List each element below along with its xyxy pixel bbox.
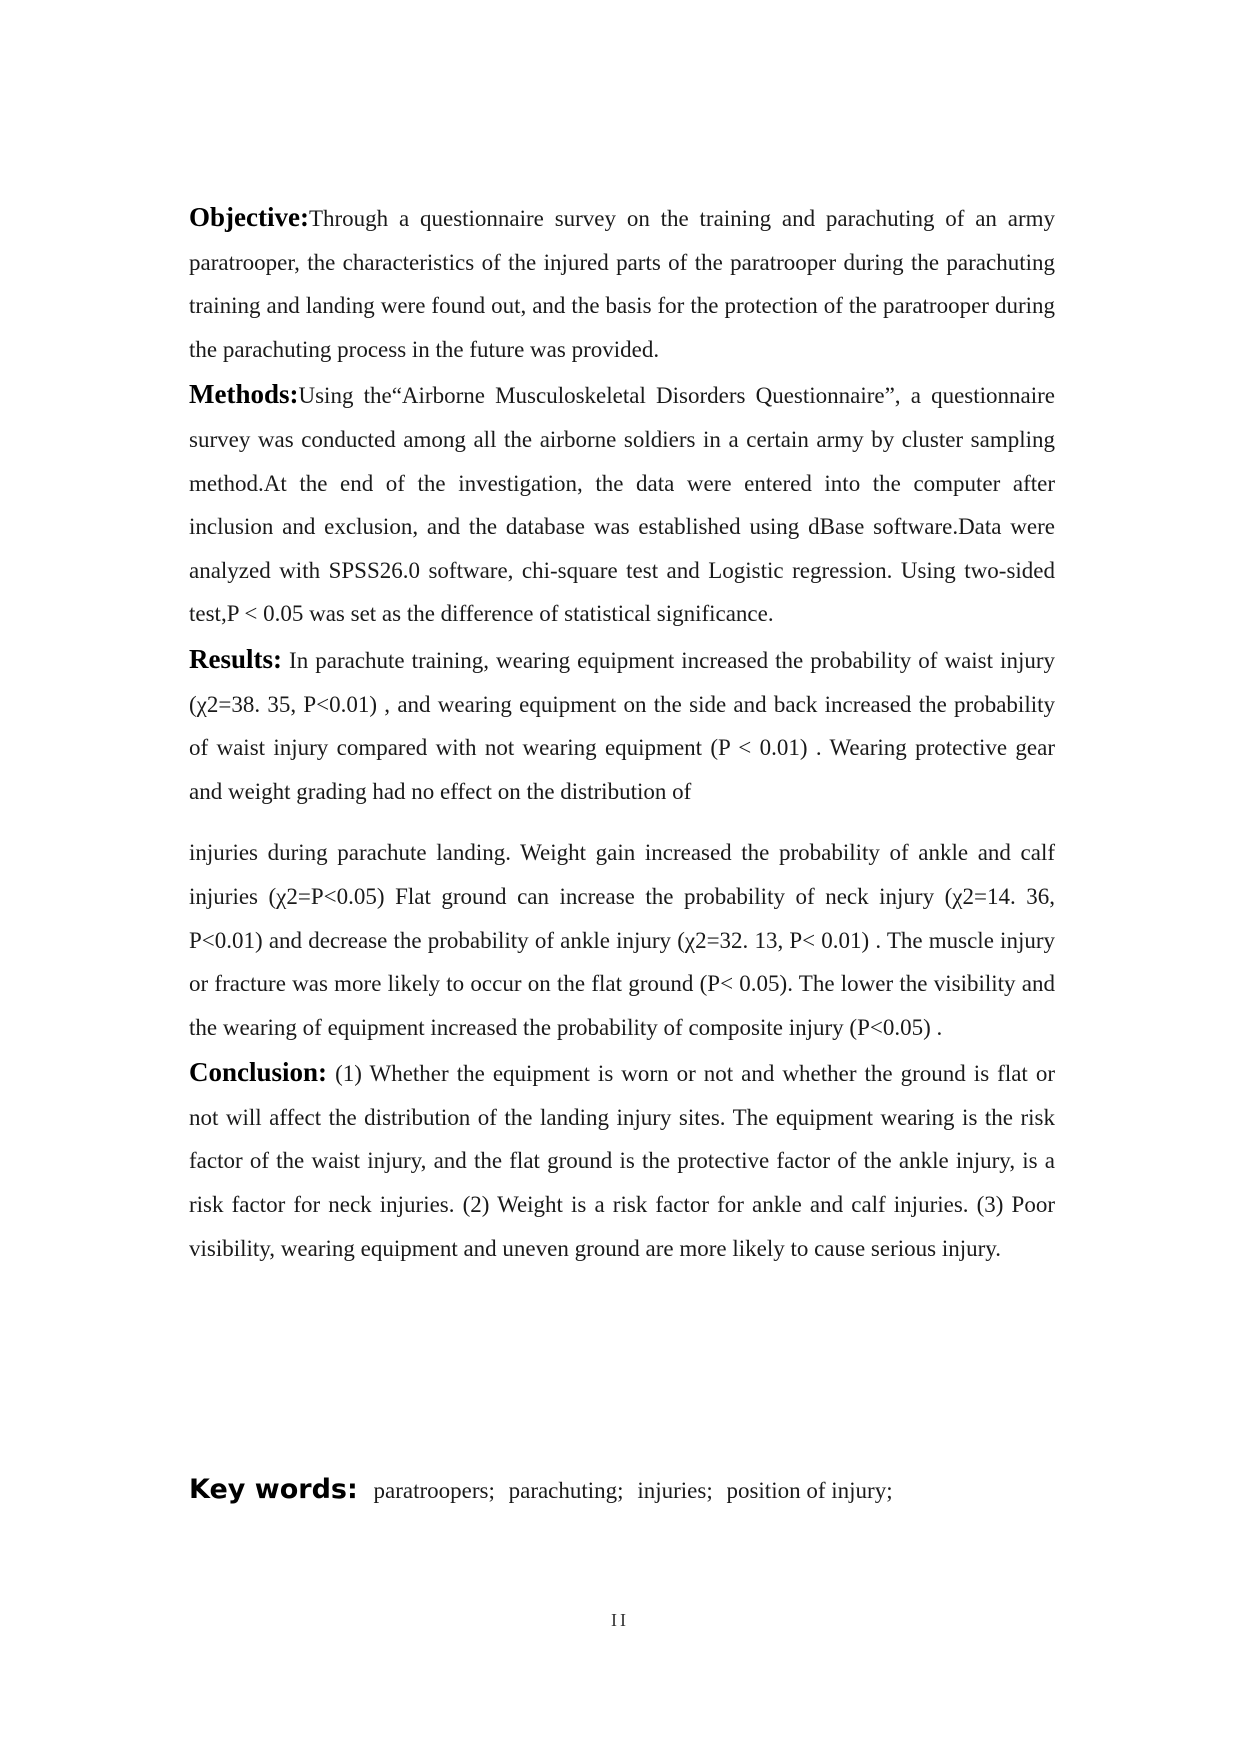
results-paragraph-continued bbox=[189, 831, 1055, 1049]
objective-text: Through a questionnaire survey on the training and parachuting of an army paratrooper, the characteristics of the injured parts of the paratrooper during the parachuting training and landing were found out, and the basis for the protection of the paratrooper during the parachuting process in the future was provided. bbox=[189, 206, 1055, 362]
keywords-heading: Key words: bbox=[189, 1474, 358, 1505]
keyword-term: parachuting; bbox=[508, 1478, 624, 1503]
results-text-part1: In parachute training, wearing equipment increased the probability of waist injury (χ2=38. 35, P<0.01) , and wearing equipment on the side and back increased the probability of waist injury compared with not wearing equipment (P < 0.01) . Wearing protective gear and weight grading had no effect on the distribution of bbox=[189, 647, 1055, 804]
objective-heading: Objective: bbox=[189, 202, 309, 232]
methods-text: Using the“Airborne Musculoskeletal Disorders Questionnaire”, a questionnaire survey was conducted among all the airborne soldiers in a certain army by cluster sampling method.At the end of the investigation, the data were entered into the computer after inclusion and exclusion, and the database was established using dBase software.Data were analyzed with SPSS26.0 software, chi-square test and Logistic regression. Using two-sided test,P < 0.05 was set as the difference of statistical significance. bbox=[189, 383, 1055, 627]
keywords-line bbox=[189, 1470, 1055, 1511]
methods-heading: Methods: bbox=[189, 379, 299, 410]
keyword-term: injuries; bbox=[637, 1478, 713, 1503]
results-paragraph bbox=[189, 638, 1055, 813]
results-text-part2: injuries during parachute landing. Weight gain increased the probability of ankle and calf injuries (χ2=P<0.05) Flat ground can increase the probability of neck injury (χ2=14. 36, P<0.01) and decrease the probability of ankle injury (χ2=32. 13, P< 0.01) . The muscle injury or fracture was more likely to occur on the flat ground (P< 0.05). The lower the visibility and the wearing of equipment increased the probability of composite injury (P<0.05) . bbox=[189, 840, 1055, 1040]
page-number: II bbox=[611, 1610, 629, 1630]
conclusion-heading: Conclusion: bbox=[189, 1057, 328, 1088]
conclusion-paragraph bbox=[189, 1051, 1055, 1270]
conclusion-text: (1) Whether the equipment is worn or not and whether the ground is flat or not will affect the distribution of the landing injury sites. The equipment wearing is the risk factor of the waist injury, and the flat ground is the protective factor of the ankle injury, is a risk factor for neck injuries. (2) Weight is a risk factor for ankle and calf injuries. (3) Poor visibility, wearing equipment and uneven ground are more likely to cause serious injury. bbox=[189, 1061, 1055, 1261]
keyword-term: paratroopers; bbox=[373, 1478, 495, 1503]
abstract-body bbox=[189, 196, 1055, 1272]
methods-paragraph bbox=[189, 373, 1055, 636]
results-heading: Results: bbox=[189, 643, 282, 674]
keyword-term: position of injury; bbox=[726, 1478, 893, 1503]
objective-paragraph bbox=[189, 196, 1055, 371]
